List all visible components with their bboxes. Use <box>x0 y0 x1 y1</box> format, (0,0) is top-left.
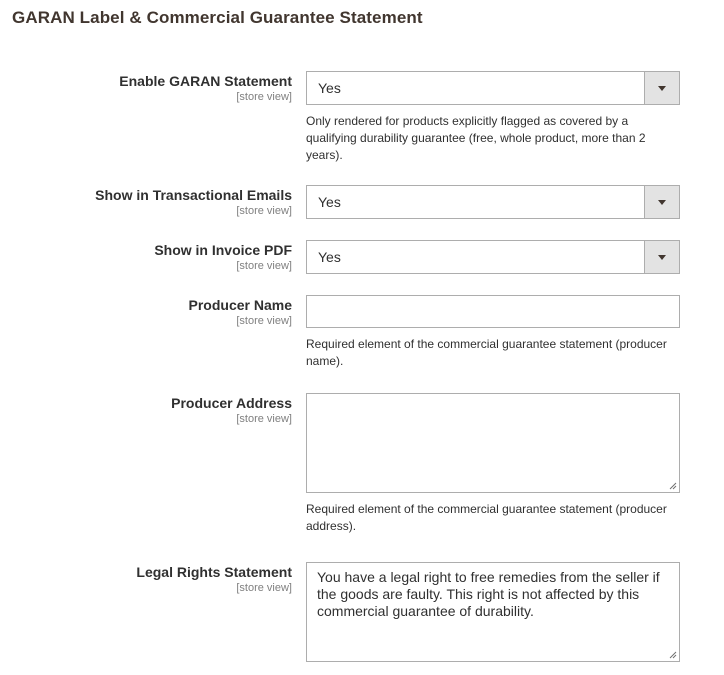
scope-hint: [store view] <box>236 413 292 425</box>
enable-garan-select[interactable] <box>306 71 680 105</box>
producer-name-control <box>306 295 680 370</box>
field-label-group <box>119 73 292 104</box>
textarea-value <box>307 394 679 400</box>
invoice-pdf-select[interactable] <box>306 240 680 274</box>
enable-garan-label: Enable GARAN Statement <box>119 73 292 89</box>
chevron-down-icon[interactable] <box>644 186 679 218</box>
producer-address-control <box>306 393 680 535</box>
select-value: Yes <box>318 80 341 96</box>
transactional-emails-select[interactable] <box>306 185 680 219</box>
chevron-down-icon[interactable] <box>644 241 679 273</box>
scope-hint: [store view] <box>236 91 292 103</box>
scope-hint: [store view] <box>236 315 292 327</box>
resize-handle-icon[interactable] <box>669 651 677 659</box>
select-value: Yes <box>318 249 341 265</box>
scope-hint: [store view] <box>236 582 292 594</box>
field-label-group <box>136 564 292 595</box>
scope-hint: [store view] <box>236 205 292 217</box>
producer-address-note: Required element of the commercial guarantee statement (producer address). <box>306 502 667 533</box>
transactional-emails-control <box>306 185 680 219</box>
invoice-pdf-control <box>306 240 680 274</box>
invoice-pdf-label: Show in Invoice PDF <box>154 242 292 258</box>
producer-name-label: Producer Name <box>188 297 292 313</box>
field-label-group <box>189 297 292 328</box>
legal-rights-control <box>306 562 680 662</box>
producer-address-label: Producer Address <box>171 395 292 411</box>
field-label-group <box>154 242 292 273</box>
legal-rights-label: Legal Rights Statement <box>136 564 292 580</box>
enable-garan-control <box>306 71 680 164</box>
scope-hint: [store view] <box>236 260 292 272</box>
chevron-down-icon[interactable] <box>644 72 679 104</box>
enable-garan-note: Only rendered for products explicitly flagged as covered by a qualifying durability guarantee (free, whole product, more than 2 years). <box>306 114 646 162</box>
field-label-group <box>171 395 292 426</box>
transactional-emails-label: Show in Transactional Emails <box>95 187 292 203</box>
field-label-group <box>95 187 292 218</box>
legal-rights-textarea[interactable] <box>306 562 680 662</box>
producer-address-textarea[interactable] <box>306 393 680 493</box>
section-title: GARAN Label & Commercial Guarantee Statement <box>12 8 423 27</box>
producer-name-note: Required element of the commercial guarantee statement (producer name). <box>306 337 667 368</box>
select-value: Yes <box>318 194 341 210</box>
resize-handle-icon[interactable] <box>669 482 677 490</box>
textarea-value: You have a legal right to free remedies from the seller if the goods are faulty. This right is not affected by this commercial guarantee of durability. <box>317 569 660 619</box>
producer-name-input[interactable] <box>306 295 680 328</box>
